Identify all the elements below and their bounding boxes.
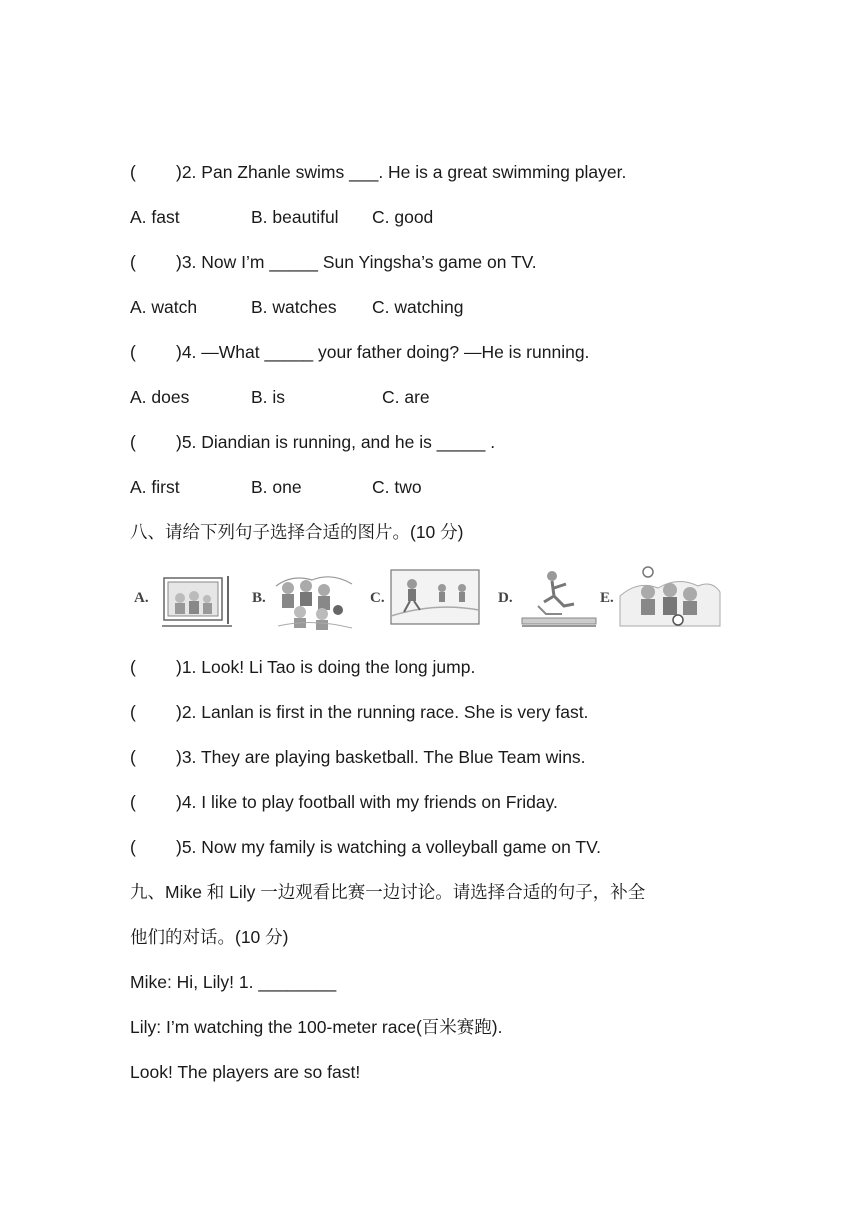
football-friends-icon xyxy=(618,566,722,632)
option-c: C. two xyxy=(372,477,422,497)
question-4-options xyxy=(130,385,430,409)
option-a: A. first xyxy=(130,477,180,497)
picture-label-c: C. xyxy=(370,590,385,606)
dialogue-line-3: Look! The players are so fast! xyxy=(130,1062,361,1082)
picture-label-a: A. xyxy=(134,590,149,606)
answer-blank[interactable]: ( xyxy=(130,432,136,452)
answer-blank[interactable]: ( xyxy=(130,657,136,677)
option-b: B. is xyxy=(251,387,286,407)
answer-blank[interactable]: ( xyxy=(130,252,136,272)
picture-label-e: E. xyxy=(600,590,614,606)
question-2-options xyxy=(130,205,433,229)
question-4 xyxy=(130,340,589,364)
answer-blank[interactable]: ( xyxy=(130,747,136,767)
question-text: )4. —What _____ your father doing? —He is running. xyxy=(176,342,590,362)
picture-question-3 xyxy=(130,745,586,769)
option-b: B. one xyxy=(251,477,302,497)
option-a: A. does xyxy=(130,387,190,407)
answer-blank[interactable]: ( xyxy=(130,837,136,857)
question-2 xyxy=(130,160,626,184)
long-jump-icon xyxy=(518,566,600,632)
option-c: C. good xyxy=(372,207,434,227)
basketball-team-icon xyxy=(272,566,356,632)
option-a: A. fast xyxy=(130,207,180,227)
picture-question-4 xyxy=(130,790,558,814)
answer-blank[interactable]: ( xyxy=(130,702,136,722)
dialogue-line-2: Lily: I’m watching the 100-meter race(百米赛跑). xyxy=(130,1017,503,1037)
picture-label-d: D. xyxy=(498,590,513,606)
answer-blank[interactable]: ( xyxy=(130,342,136,362)
option-b: B. beautiful xyxy=(251,207,339,227)
option-c: C. are xyxy=(382,387,430,407)
question-text: )3. They are playing basketball. The Blue Team wins. xyxy=(176,747,586,767)
question-5 xyxy=(130,430,495,454)
question-3 xyxy=(130,250,537,274)
option-b: B. watches xyxy=(251,297,337,317)
section-9-heading-line-2: 他们的对话。(10 分) xyxy=(130,927,289,947)
picture-label-b: B. xyxy=(252,590,266,606)
picture-question-2 xyxy=(130,700,588,724)
tv-watching-family-icon xyxy=(160,566,235,632)
section-8-heading: 八、请给下列句子选择合适的图片。(10 分) xyxy=(130,522,464,542)
option-c: C. watching xyxy=(372,297,464,317)
option-a: A. watch xyxy=(130,297,198,317)
question-text: )3. Now I’m _____ Sun Yingsha’s game on TV. xyxy=(176,252,537,272)
question-text: )5. Now my family is watching a volleyball game on TV. xyxy=(176,837,602,857)
picture-row xyxy=(130,566,730,632)
question-text: )2. Pan Zhanle swims ___. He is a great swimming player. xyxy=(176,162,627,182)
question-5-options xyxy=(130,475,422,499)
answer-blank[interactable]: ( xyxy=(130,162,136,182)
question-text: )5. Diandian is running, and he is _____ . xyxy=(176,432,496,452)
answer-blank[interactable]: ( xyxy=(130,792,136,812)
question-text: )4. I like to play football with my friends on Friday. xyxy=(176,792,558,812)
dialogue-line-1: Mike: Hi, Lily! 1. ________ xyxy=(130,972,337,992)
question-text: )1. Look! Li Tao is doing the long jump. xyxy=(176,657,476,677)
question-3-options xyxy=(130,295,463,319)
picture-question-1 xyxy=(130,655,475,679)
picture-question-5 xyxy=(130,835,601,859)
section-9-heading-line-1: 九、Mike 和 Lily 一边观看比赛一边讨论。请选择合适的句子，补全 xyxy=(130,882,646,902)
running-race-icon xyxy=(390,566,482,632)
question-text: )2. Lanlan is first in the running race. She is very fast. xyxy=(176,702,589,722)
